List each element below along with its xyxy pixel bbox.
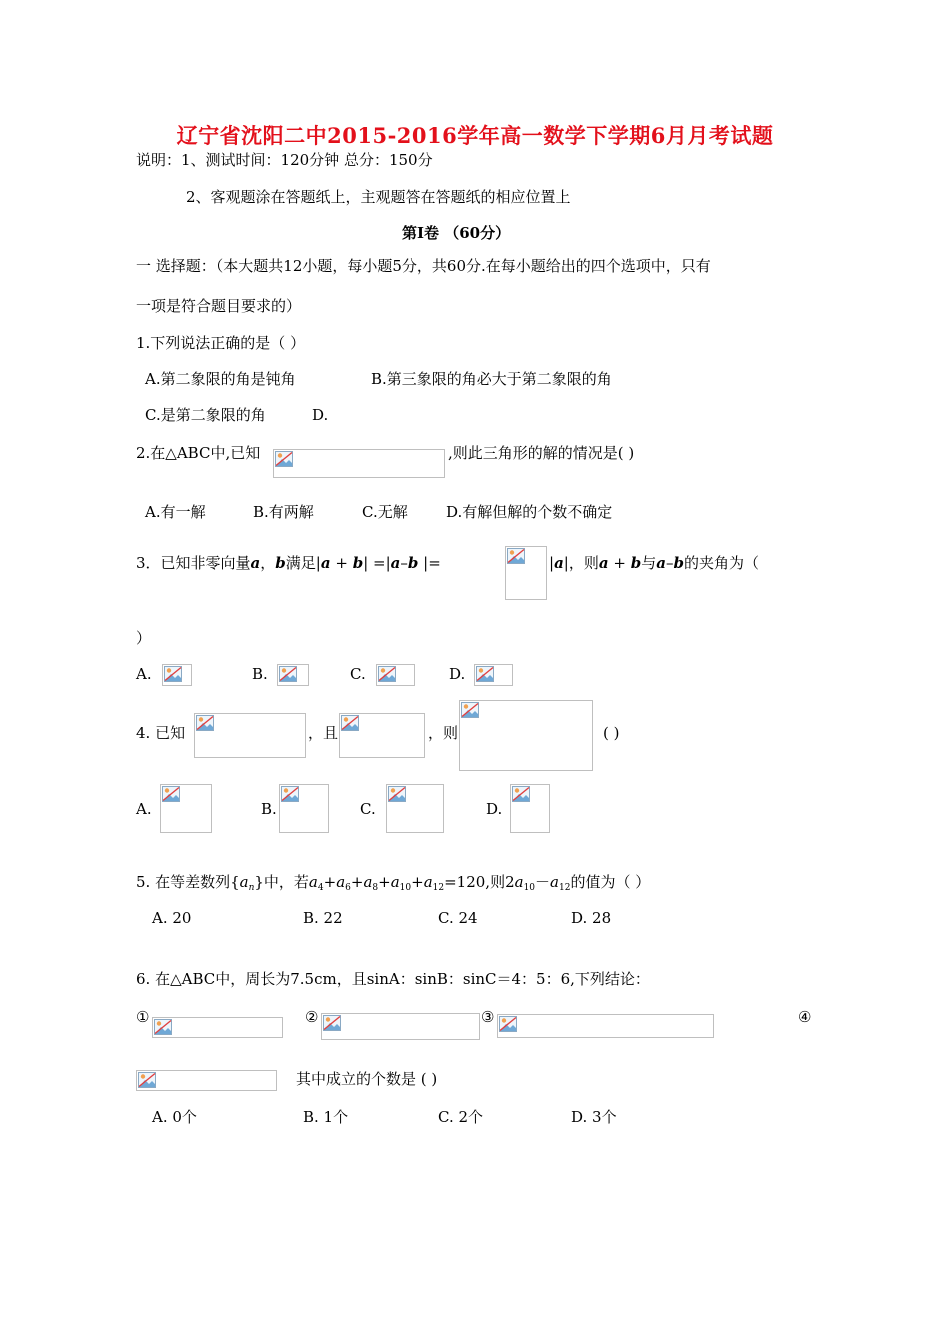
question-6-stem: 6. 在△ABC中，周长为7.5cm，且sinA：sinB：sinC＝4：5：6,下列结论：: [136, 970, 650, 988]
q3-text: ，: [260, 554, 276, 572]
q5-text: +: [323, 873, 337, 891]
q3-text: +: [608, 554, 631, 572]
q5-subscript: 6: [345, 883, 351, 893]
question-3-option-b-image: [277, 664, 309, 686]
section-heading: 第Ⅰ卷 （60分）: [402, 224, 511, 242]
q5-subscript: 10: [523, 883, 536, 893]
broken-image-icon: [476, 666, 494, 682]
question-3-option-c-image: [376, 664, 415, 686]
q3-text: –: [400, 554, 408, 572]
q5-text: +: [350, 873, 364, 891]
question-1-option-a: A.第二象限的角是钝角: [145, 370, 296, 388]
broken-image-icon: [275, 451, 293, 467]
broken-image-icon: [378, 666, 396, 682]
broken-image-icon: [388, 786, 406, 802]
q3-text: 满足|: [285, 554, 321, 572]
question-6-option-c: C. 2个: [438, 1108, 484, 1126]
broken-image-icon: [341, 715, 359, 731]
question-6-option-a: A. 0个: [152, 1108, 197, 1126]
question-4-option-c-image: [386, 784, 444, 833]
q5-text: 的值为（ ）: [570, 873, 651, 891]
question-3-option-a: A.: [136, 665, 152, 683]
q3-text: 3．已知非零向量: [136, 554, 251, 572]
broken-image-icon: [281, 786, 299, 802]
question-4-formula-image-2: [339, 713, 425, 758]
q5-text: +: [411, 873, 424, 891]
instructions-line-2: 一项是符合题目要求的）: [136, 297, 302, 315]
question-6-statement-2-image: [321, 1013, 480, 1040]
question-6-option-d: D. 3个: [571, 1108, 617, 1126]
q3-text: |=: [418, 554, 441, 572]
q5-var: a: [239, 873, 249, 891]
broken-image-icon: [279, 666, 297, 682]
question-2-stem-start: 2.在△ABC中,已知: [136, 444, 261, 462]
question-4-option-c: C.: [360, 800, 376, 818]
broken-image-icon: [196, 715, 214, 731]
q3-vector-a: a: [390, 554, 401, 572]
question-3-option-d-image: [474, 664, 513, 686]
question-2-stem-end: ,则此三角形的解的情况是( ): [448, 444, 635, 462]
q3-text: |，则: [563, 554, 599, 572]
exam-note-answer: 2、客观题涂在答题纸上，主观题答在答题纸的相应位置上: [186, 188, 571, 206]
q3-text: |: [549, 554, 555, 572]
question-3-option-b: B.: [252, 665, 268, 683]
q5-text: =120,则2: [444, 873, 515, 891]
broken-image-icon: [512, 786, 530, 802]
q3-text: 的夹角为（: [683, 554, 759, 572]
instructions-line-1: 一 选择题：（本大题共12小题，每小题5分，共60分.在每小题给出的四个选项中，只有: [136, 257, 711, 275]
q3-text: +: [330, 554, 353, 572]
q5-var: a: [423, 873, 433, 891]
exam-note-time: 说明：1、测试时间：120分钟 总分：150分: [136, 151, 433, 169]
question-1-option-c: C.是第二象限的角: [145, 406, 266, 424]
question-3-option-c: C.: [350, 665, 366, 683]
q5-text: +: [378, 873, 391, 891]
question-4-stem-mid-2: ，则: [428, 724, 459, 742]
question-4-stem-mid-1: ，且: [308, 724, 339, 742]
question-5-option-a: A. 20: [152, 909, 192, 927]
question-3-formula-image: [505, 546, 547, 600]
q5-subscript: 12: [559, 883, 571, 893]
question-4-stem-start: 4. 已知: [136, 724, 186, 742]
q5-subscript: n: [248, 883, 255, 893]
question-6-marker-4: ④: [798, 1008, 812, 1026]
q5-subscript: 12: [432, 883, 445, 893]
question-6-option-b: B. 1个: [303, 1108, 349, 1126]
question-3-close-paren: ）: [136, 629, 152, 647]
q3-vector-a: a: [320, 554, 331, 572]
question-2-option-d: D.有解但解的个数不确定: [446, 503, 613, 521]
question-4-option-a-image: [160, 784, 212, 833]
question-6-statement-3-image: [497, 1014, 714, 1038]
q3-vector-b: b: [275, 554, 286, 572]
q5-subscript: 10: [399, 883, 412, 893]
q5-var: a: [514, 873, 524, 891]
q5-subscript: 8: [372, 883, 379, 893]
question-3-option-a-image: [162, 664, 192, 686]
q5-subscript: 4: [317, 883, 324, 893]
q3-vector-b: b: [407, 554, 419, 572]
question-5-option-b: B. 22: [303, 909, 343, 927]
question-4-option-a: A.: [136, 800, 152, 818]
question-6-statement-1-image: [152, 1017, 283, 1038]
broken-image-icon: [499, 1016, 517, 1032]
q3-text: | =|: [363, 554, 391, 572]
q5-var: a: [550, 873, 559, 891]
question-4-option-b-image: [279, 784, 329, 833]
broken-image-icon: [323, 1015, 341, 1031]
broken-image-icon: [164, 666, 182, 682]
q3-vector-a: a: [598, 554, 609, 572]
q5-var: a: [336, 873, 346, 891]
question-3-stem: [136, 556, 441, 571]
broken-image-icon: [162, 786, 180, 802]
question-4-answer-paren: ( ): [603, 724, 620, 742]
q3-vector-a: a: [554, 554, 564, 572]
q3-vector-b: b: [630, 554, 642, 572]
question-4-formula-image-3: [459, 700, 593, 771]
question-1-option-d: D.: [312, 406, 329, 424]
question-1-stem: 1.下列说法正确的是（ ）: [136, 334, 306, 352]
q5-var: a: [390, 873, 400, 891]
page-title: 辽宁省沈阳二中2015-2016学年高一数学下学期6月月考试题: [176, 123, 774, 148]
question-4-option-d: D.: [486, 800, 503, 818]
broken-image-icon: [154, 1019, 172, 1035]
q5-text: －: [535, 873, 551, 891]
question-4-option-b: B.: [261, 800, 277, 818]
q5-var: a: [308, 873, 318, 891]
broken-image-icon: [507, 548, 525, 564]
q3-vector-b: b: [673, 554, 684, 572]
question-2-option-c: C.无解: [362, 503, 408, 521]
question-2-option-a: A.有一解: [145, 503, 206, 521]
q3-vector-a: a: [656, 554, 666, 572]
question-6-statement-4-image: [136, 1070, 277, 1091]
question-4-option-d-image: [510, 784, 550, 833]
question-2-formula-image: [273, 449, 445, 478]
q5-text: }中，若: [254, 873, 309, 891]
q3-vector-a: a: [250, 554, 261, 572]
question-3-option-d: D.: [449, 665, 466, 683]
broken-image-icon: [138, 1072, 156, 1088]
question-6-marker-2: ②: [305, 1008, 319, 1026]
question-6-marker-3: ③: [481, 1008, 495, 1026]
broken-image-icon: [461, 702, 479, 718]
question-4-formula-image-1: [194, 713, 306, 758]
question-5-option-d: D. 28: [571, 909, 612, 927]
question-6-marker-1: ①: [136, 1008, 150, 1026]
q3-text: 与: [641, 554, 657, 572]
question-2-option-b: B.有两解: [253, 503, 314, 521]
question-3-stem-end: [549, 556, 759, 571]
q3-vector-b: b: [352, 554, 364, 572]
question-5-option-c: C. 24: [438, 909, 478, 927]
q5-var: a: [363, 873, 373, 891]
question-1-option-b: B.第三象限的角必大于第二象限的角: [371, 370, 612, 388]
q3-text: –: [665, 554, 674, 572]
question-6-tail: 其中成立的个数是 ( ): [296, 1070, 438, 1088]
question-5-stem: [136, 875, 650, 893]
q5-text: 5. 在等差数列{: [136, 873, 240, 891]
